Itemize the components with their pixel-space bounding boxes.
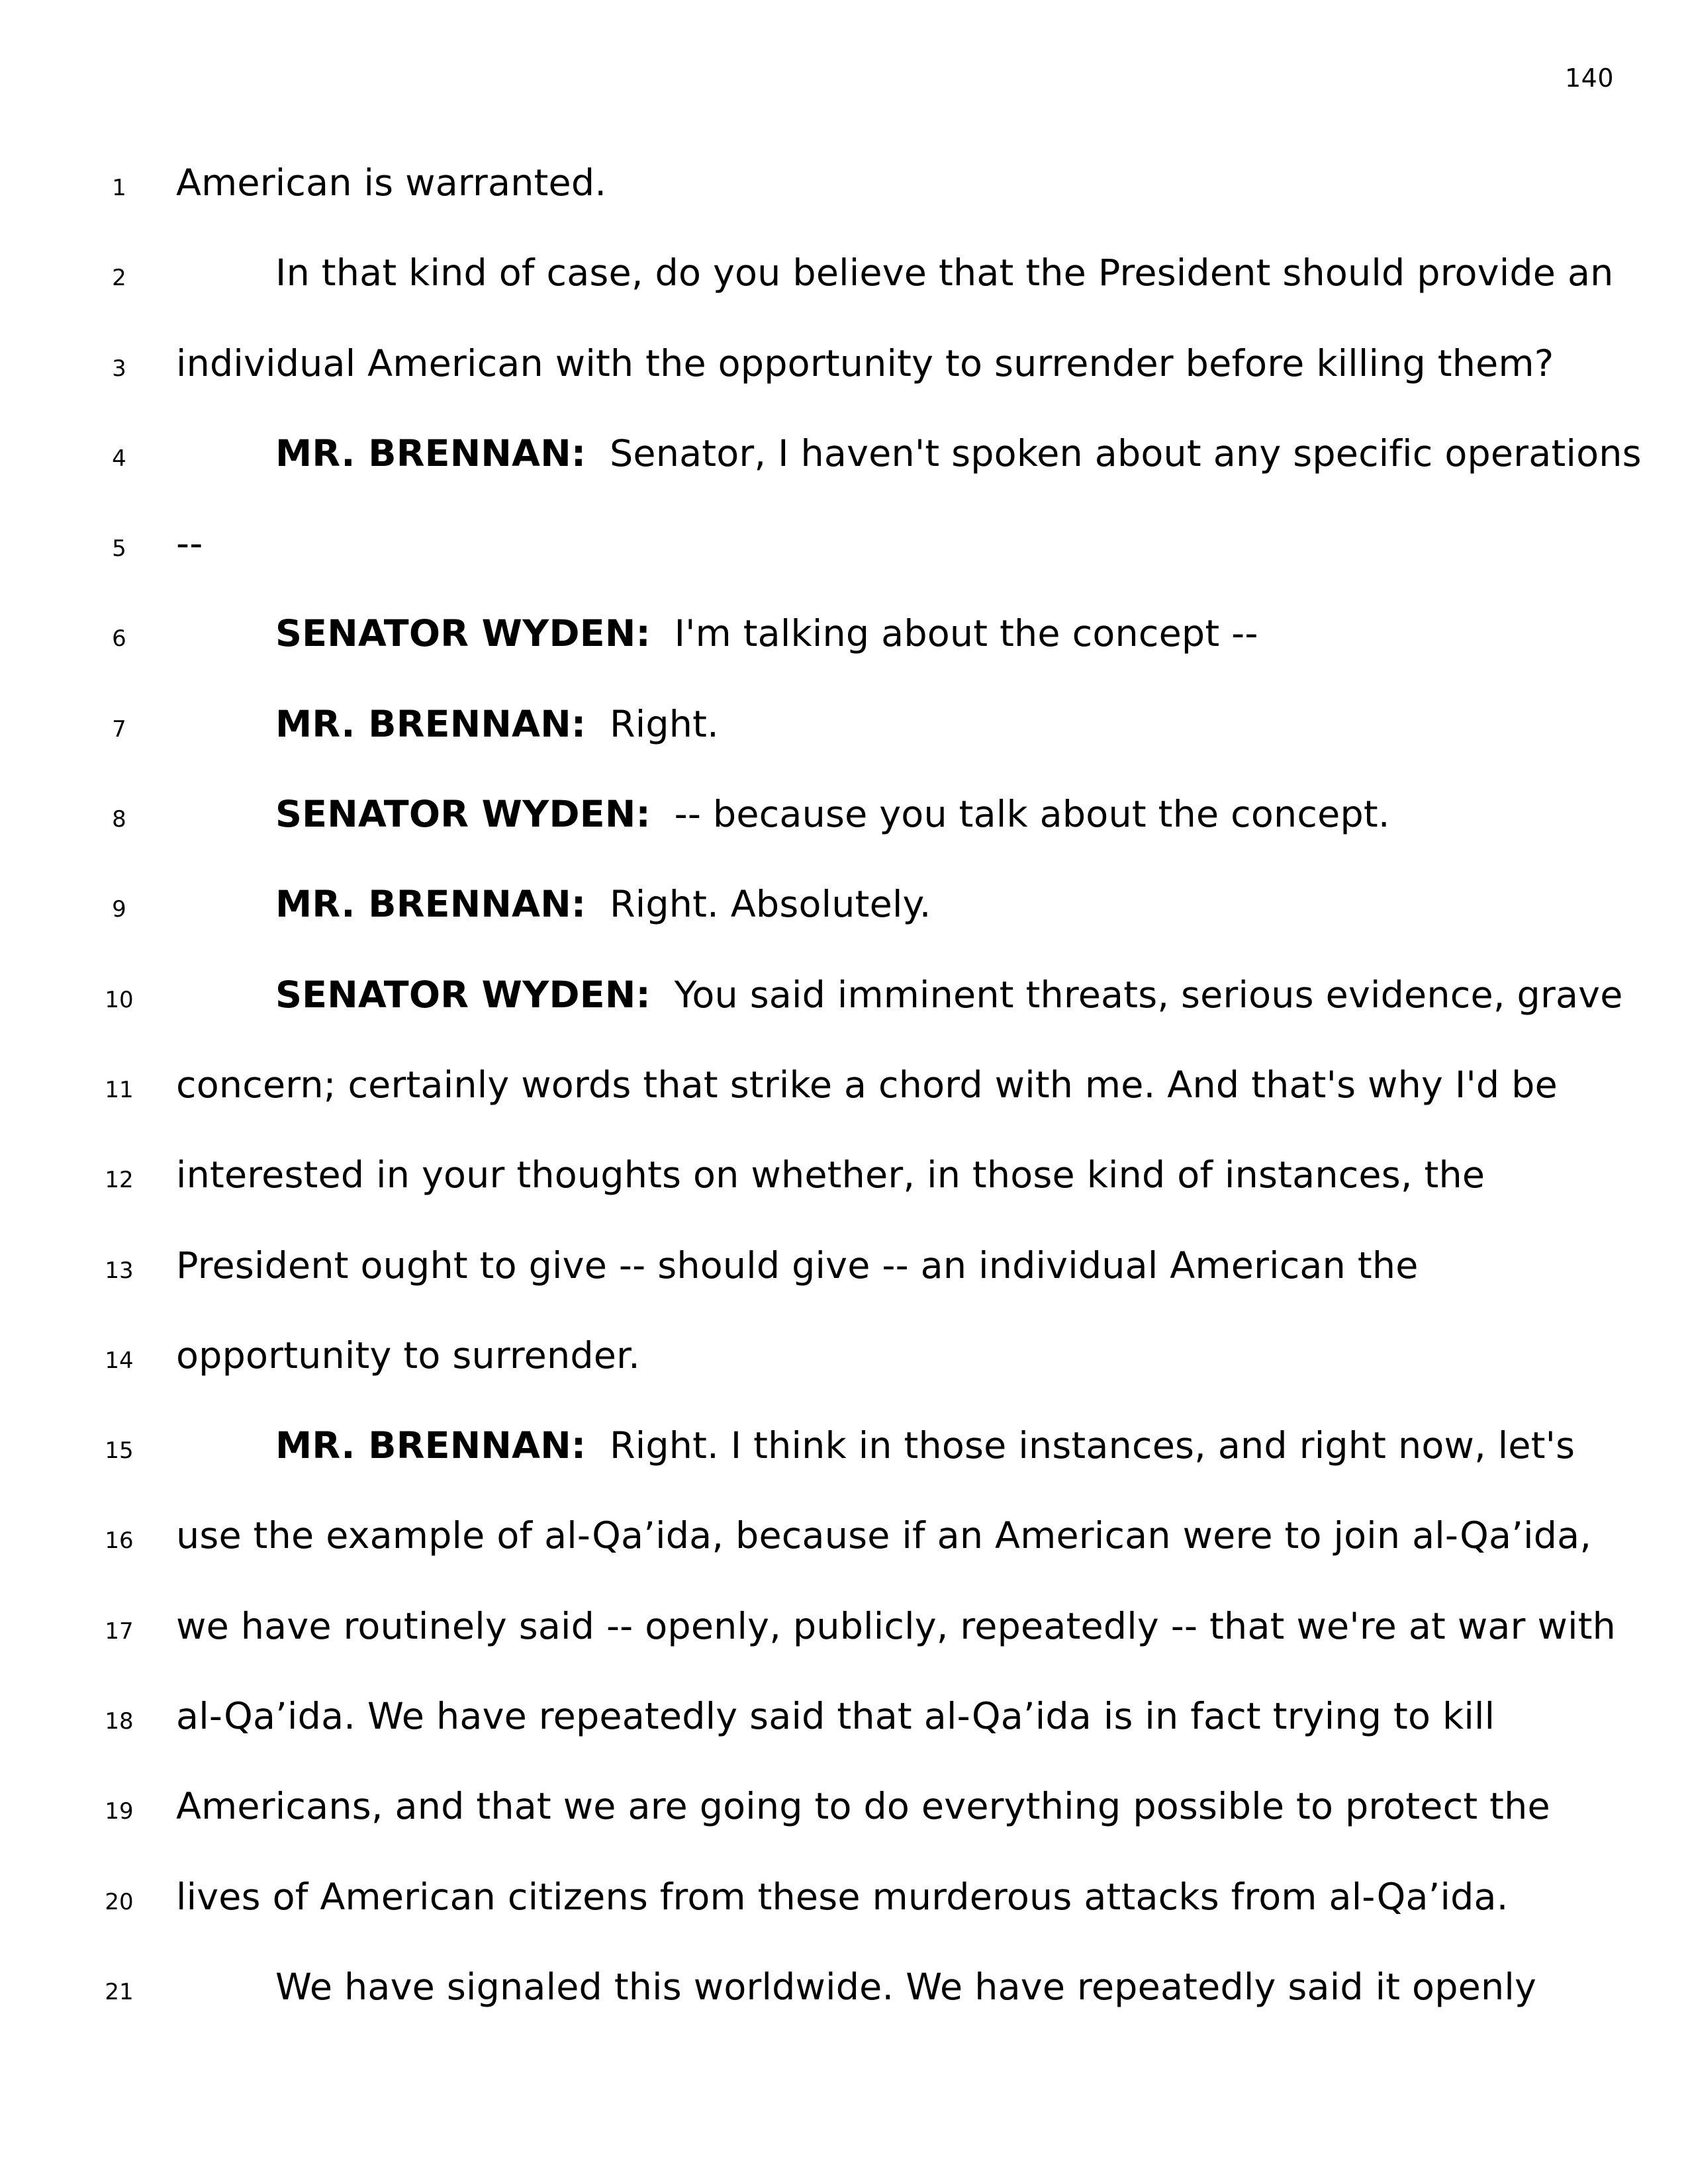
spoken-text: interested in your thoughts on whether, in those kind of instances, the: [176, 1154, 1485, 1197]
spoken-text: opportunity to surrender.: [176, 1334, 640, 1377]
spoken-text: Right. I think in those instances, and right now, let's: [609, 1424, 1575, 1468]
line-number: 15: [105, 1437, 134, 1465]
transcript-line: [0, 1592, 1688, 1682]
transcript-line: [0, 1682, 1688, 1772]
spoken-text: al-Qa’ida. We have repeatedly said that al-Qa’ida is in fact trying to kill: [176, 1695, 1495, 1739]
line-number: 4: [112, 445, 126, 472]
speaker-label: SENATOR WYDEN:: [275, 793, 651, 837]
speaker-label: MR. BRENNAN:: [275, 702, 586, 746]
line-text: [275, 793, 1615, 836]
line-text: [176, 1695, 1615, 1738]
speaker-label: SENATOR WYDEN:: [275, 973, 651, 1017]
transcript-body: [0, 148, 1688, 2042]
spoken-text: You said imminent threats, serious evidence, grave: [674, 973, 1623, 1017]
transcript-line: [0, 1231, 1688, 1321]
line-number: 12: [105, 1167, 134, 1194]
transcript-line: [0, 509, 1688, 599]
transcript-line: [0, 148, 1688, 238]
transcript-line: [0, 690, 1688, 780]
line-number: 18: [105, 1708, 134, 1735]
line-number: 16: [105, 1527, 134, 1555]
spoken-text: lives of American citizens from these murderous attacks from al-Qa’ida.: [176, 1875, 1509, 1919]
line-number: 2: [112, 265, 126, 292]
transcript-line: [0, 1321, 1688, 1411]
spoken-text: President ought to give -- should give -- an individual American the: [176, 1244, 1419, 1287]
transcript-line: [0, 1140, 1688, 1230]
spoken-text: We have signaled this worldwide. We have repeatedly said it openly: [275, 1965, 1537, 2009]
spoken-text: use the example of al-Qa’ida, because if an American were to join al-Qa’ida,: [176, 1514, 1592, 1558]
line-text: [176, 1334, 1615, 1377]
line-text: [275, 1966, 1615, 2009]
transcript-line: [0, 1411, 1688, 1501]
line-number: 11: [105, 1076, 134, 1103]
transcript-line: [0, 1952, 1688, 2042]
line-number: 1: [112, 175, 126, 201]
spoken-text: --: [176, 522, 203, 566]
transcript-line: [0, 1772, 1688, 1862]
line-number: 20: [105, 1888, 134, 1915]
spoken-text: Senator, I haven't spoken about any specific operations: [609, 432, 1642, 475]
transcript-line: [0, 599, 1688, 689]
speaker-label: MR. BRENNAN:: [275, 883, 586, 927]
speaker-label: MR. BRENNAN:: [275, 432, 586, 475]
spoken-text: Right.: [609, 702, 719, 746]
line-text: [176, 161, 1615, 205]
speaker-label: MR. BRENNAN:: [275, 1424, 586, 1468]
transcript-line: [0, 1050, 1688, 1140]
transcript-line: [0, 1501, 1688, 1591]
line-number: 17: [105, 1617, 134, 1645]
line-number: 14: [105, 1347, 134, 1374]
transcript-line: [0, 870, 1688, 960]
line-text: [176, 1064, 1615, 1107]
line-number: 21: [105, 1978, 134, 2005]
line-text: [176, 1785, 1615, 1828]
transcript-line: [0, 780, 1688, 870]
line-text: [275, 432, 1642, 475]
spoken-text: individual American with the opportunity to surrender before killing them?: [176, 341, 1554, 385]
spoken-text: concern; certainly words that strike a chord with me. And that's why I'd be: [176, 1063, 1558, 1107]
transcript-line: [0, 238, 1688, 328]
line-text: [275, 612, 1615, 655]
line-number: 7: [112, 715, 126, 743]
transcript-line: [0, 1862, 1688, 1952]
line-number: 10: [105, 986, 134, 1013]
line-text: [275, 883, 1615, 926]
line-text: [275, 1424, 1615, 1467]
spoken-text: I'm talking about the concept --: [674, 612, 1258, 656]
line-text: [176, 522, 1615, 565]
speaker-label: SENATOR WYDEN:: [275, 612, 651, 656]
line-text: [176, 342, 1615, 385]
line-number: 9: [112, 896, 126, 923]
line-text: [176, 1605, 1615, 1648]
spoken-text: -- because you talk about the concept.: [674, 793, 1390, 837]
line-text: [176, 1876, 1615, 1919]
transcript-line: [0, 329, 1688, 419]
line-text: [176, 1514, 1615, 1557]
spoken-text: American is warranted.: [176, 161, 607, 205]
page-number: 140: [1564, 64, 1614, 93]
line-number: 8: [112, 806, 126, 833]
line-text: [176, 1154, 1615, 1197]
spoken-text: Right. Absolutely.: [609, 883, 931, 927]
line-number: 6: [112, 625, 126, 653]
transcript-line: [0, 419, 1688, 509]
line-text: [275, 251, 1615, 295]
line-text: [275, 973, 1623, 1017]
spoken-text: we have routinely said -- openly, publicly, repeatedly -- that we're at war with: [176, 1604, 1617, 1648]
spoken-text: Americans, and that we are going to do everything possible to protect the: [176, 1785, 1550, 1829]
line-number: 5: [112, 535, 126, 563]
transcript-line: [0, 960, 1688, 1050]
line-number: 19: [105, 1798, 134, 1825]
spoken-text: In that kind of case, do you believe that the President should provide an: [275, 251, 1614, 295]
line-text: [275, 703, 1615, 746]
line-number: 13: [105, 1257, 134, 1284]
line-text: [176, 1244, 1615, 1287]
line-number: 3: [112, 355, 126, 382]
